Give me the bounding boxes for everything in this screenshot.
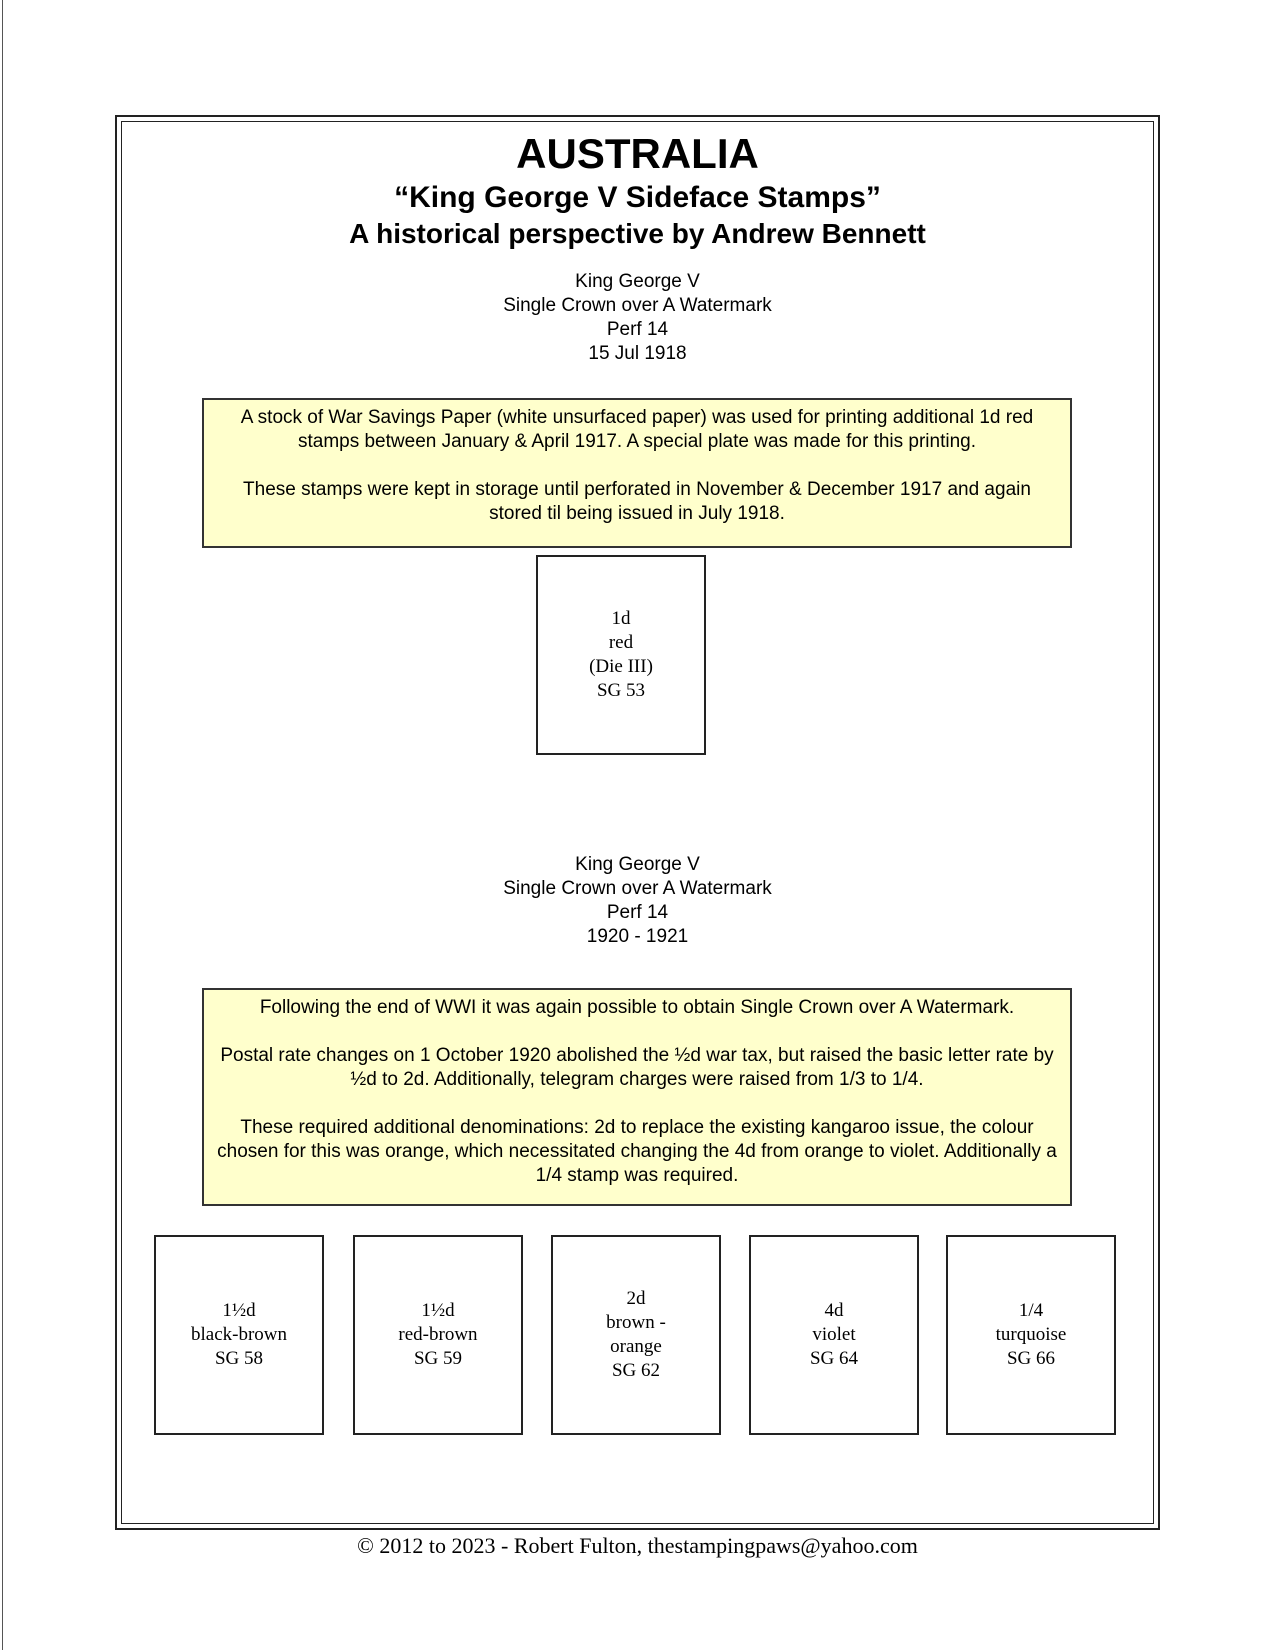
spec-line: King George V [575, 854, 700, 875]
stamp-label-line: brown - [606, 1312, 666, 1333]
note-paragraph: Postal rate changes on 1 October 1920 abolished the ½d war tax, but raised the basic letter rate by ½d to 2d. Additionally, telegram charges were raised from 1/3 to 1/4. [220, 1045, 1054, 1090]
stamp-label-line: orange [610, 1336, 662, 1357]
stamp-label-line: red-brown [398, 1324, 478, 1345]
spec-line: King George V [575, 271, 700, 292]
issue-spec-1920-1921 [121, 853, 1154, 949]
spec-line: Perf 14 [606, 902, 669, 923]
issue-spec-1918 [121, 270, 1154, 366]
note-paragraph: These required additional denominations: 2d to replace the existing kangaroo issue, the colour chosen for this was orange, which necessitated changing the 4d from orange to violet. Additionally a 1/4 stamp was required. [217, 1117, 1057, 1186]
note-paragraph: A stock of War Savings Paper (white unsurfaced paper) was used for printing additional 1d red stamps between January & April 1917. A special plate was made for this printing. [240, 407, 1034, 452]
note-box-1918 [202, 398, 1072, 548]
stamp-label-line: turquoise [995, 1324, 1067, 1345]
stamp-label-line: violet [812, 1324, 856, 1345]
spec-line: Single Crown over A Watermark [503, 295, 772, 316]
stamp-label-line: 1½d [222, 1300, 256, 1321]
stamp-space-sg62 [551, 1235, 721, 1435]
note-paragraph: Following the end of WWI it was again possible to obtain Single Crown over A Watermark. [259, 997, 1015, 1018]
page-left-edge [2, 0, 3, 1650]
stamp-label-line: SG 64 [809, 1348, 859, 1369]
page-subtitle: “King George V Sideface Stamps” [394, 181, 881, 214]
copyright-footer: © 2012 to 2023 - Robert Fulton, thestampingpaws@yahoo.com [357, 1533, 918, 1558]
spec-line: 15 Jul 1918 [588, 343, 687, 364]
stamp-space-sg64 [749, 1235, 919, 1435]
stamp-space-sg53 [536, 555, 706, 755]
note-paragraph: These stamps were kept in storage until perforated in November & December 1917 and again stored til being issued in July 1918. [243, 479, 1031, 524]
page-title: AUSTRALIA [516, 130, 759, 177]
stamp-label-line: black-brown [190, 1324, 288, 1345]
stamp-label-line: 1d [611, 608, 631, 629]
stamp-label-line: 4d [824, 1300, 844, 1321]
stamp-space-sg59 [353, 1235, 523, 1435]
stamp-label-line: SG 66 [1006, 1348, 1056, 1369]
stamp-label-line: SG 62 [611, 1360, 661, 1381]
stamp-label-line: SG 53 [596, 680, 646, 701]
spec-line: Single Crown over A Watermark [503, 878, 772, 899]
stamp-label-line: 1/4 [1018, 1300, 1044, 1321]
stamp-label-line: 2d [626, 1288, 646, 1309]
page-byline: A historical perspective by Andrew Bennett [349, 218, 926, 249]
spec-line: 1920 - 1921 [586, 926, 689, 947]
stamp-label-line: SG 59 [413, 1348, 463, 1369]
note-box-1920-1921 [202, 988, 1072, 1206]
spec-line: Perf 14 [606, 319, 669, 340]
stamp-label-line: 1½d [421, 1300, 455, 1321]
stamp-label-line: red [608, 632, 634, 653]
stamp-space-sg66 [946, 1235, 1116, 1435]
stamp-space-sg58 [154, 1235, 324, 1435]
stamp-label-line: (Die III) [589, 656, 653, 677]
stamp-label-line: SG 58 [214, 1348, 264, 1369]
